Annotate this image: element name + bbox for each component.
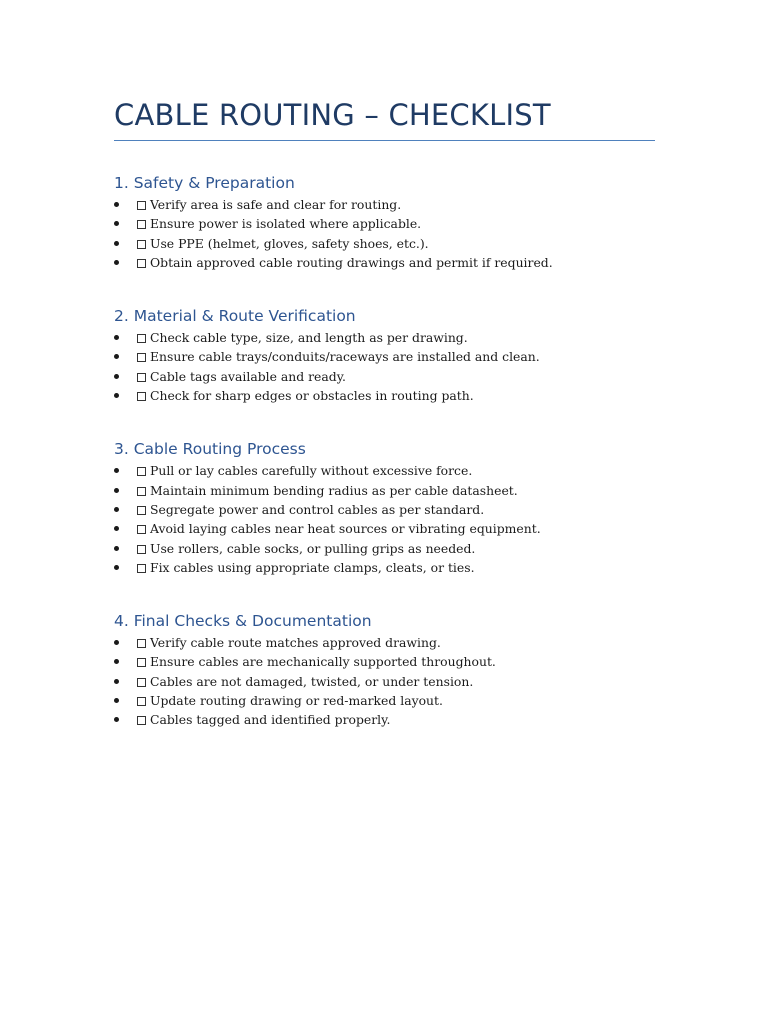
bullet-dot-icon xyxy=(114,679,119,684)
empty-checkbox-icon[interactable] xyxy=(137,487,146,496)
checklist-item xyxy=(114,195,655,214)
checklist xyxy=(114,328,655,405)
bullet-dot-icon xyxy=(114,698,119,703)
bullet-dot-icon xyxy=(114,241,119,246)
bullet-dot-icon xyxy=(114,260,119,265)
checklist-item xyxy=(114,691,655,710)
checklist-item-text: Use rollers, cable socks, or pulling grips as needed. xyxy=(150,540,476,556)
bullet-dot-icon xyxy=(114,374,119,379)
empty-checkbox-icon[interactable] xyxy=(137,658,146,667)
checklist-item xyxy=(114,481,655,500)
empty-checkbox-icon[interactable] xyxy=(137,467,146,476)
title-underline-rule xyxy=(114,140,655,141)
empty-checkbox-icon[interactable] xyxy=(137,697,146,706)
checklist xyxy=(114,461,655,577)
bullet-dot-icon xyxy=(114,393,119,398)
section-heading: 1. Safety & Preparation xyxy=(114,174,295,192)
section-final-checks-documentation xyxy=(114,610,655,729)
empty-checkbox-icon[interactable] xyxy=(137,525,146,534)
section-safety-preparation xyxy=(114,172,655,272)
checklist-item xyxy=(114,710,655,729)
checklist-item xyxy=(114,519,655,538)
empty-checkbox-icon[interactable] xyxy=(137,259,146,268)
bullet-dot-icon xyxy=(114,565,119,570)
bullet-dot-icon xyxy=(114,526,119,531)
checklist-item-text: Cable tags available and ready. xyxy=(150,368,346,384)
empty-checkbox-icon[interactable] xyxy=(137,240,146,249)
bullet-dot-icon xyxy=(114,488,119,493)
empty-checkbox-icon[interactable] xyxy=(137,373,146,382)
checklist-item xyxy=(114,347,655,366)
checklist-item-text: Pull or lay cables carefully without excessive force. xyxy=(150,463,473,479)
empty-checkbox-icon[interactable] xyxy=(137,564,146,573)
empty-checkbox-icon[interactable] xyxy=(137,334,146,343)
checklist-item xyxy=(114,558,655,577)
checklist-item xyxy=(114,500,655,519)
checklist-item xyxy=(114,367,655,386)
section-heading: 2. Material & Route Verification xyxy=(114,307,356,326)
bullet-dot-icon xyxy=(114,221,119,226)
checklist-item-text: Ensure cables are mechanically supported throughout. xyxy=(150,654,496,670)
checklist-item-text: Check cable type, size, and length as per drawing. xyxy=(150,330,468,346)
bullet-dot-icon xyxy=(114,507,119,512)
checklist-item-text: Cables are not damaged, twisted, or under tension. xyxy=(150,673,474,689)
checklist-item-text: Cables tagged and identified properly. xyxy=(150,712,391,728)
checklist-item xyxy=(114,253,655,272)
bullet-dot-icon xyxy=(114,354,119,359)
checklist-item xyxy=(114,633,655,652)
checklist-item xyxy=(114,234,655,253)
bullet-dot-icon xyxy=(114,640,119,645)
section-cable-routing-process xyxy=(114,438,655,577)
checklist-item xyxy=(114,328,655,347)
section-heading: 3. Cable Routing Process xyxy=(114,440,306,459)
bullet-dot-icon xyxy=(114,335,119,340)
empty-checkbox-icon[interactable] xyxy=(137,353,146,362)
checklist-item xyxy=(114,386,655,405)
empty-checkbox-icon[interactable] xyxy=(137,392,146,401)
checklist-item xyxy=(114,539,655,558)
checklist-item xyxy=(114,672,655,691)
checklist-item-text: Ensure power is isolated where applicable. xyxy=(150,216,422,232)
checklist-item-text: Maintain minimum bending radius as per cable datasheet. xyxy=(150,482,518,498)
checklist-item-text: Check for sharp edges or obstacles in routing path. xyxy=(150,388,474,404)
checklist xyxy=(114,195,655,272)
checklist-item-text: Obtain approved cable routing drawings and permit if required. xyxy=(150,254,553,270)
bullet-dot-icon xyxy=(114,717,119,722)
checklist-item-text: Use PPE (helmet, gloves, safety shoes, etc.). xyxy=(150,235,429,251)
checklist-item-text: Segregate power and control cables as per standard. xyxy=(150,501,485,517)
empty-checkbox-icon[interactable] xyxy=(137,201,146,210)
checklist-item-text: Verify area is safe and clear for routing. xyxy=(150,197,402,212)
empty-checkbox-icon[interactable] xyxy=(137,506,146,515)
bullet-dot-icon xyxy=(114,202,119,207)
empty-checkbox-icon[interactable] xyxy=(137,639,146,648)
empty-checkbox-icon[interactable] xyxy=(137,716,146,725)
empty-checkbox-icon[interactable] xyxy=(137,220,146,229)
checklist xyxy=(114,633,655,729)
checklist-item-text: Fix cables using appropriate clamps, cleats, or ties. xyxy=(150,559,475,575)
bullet-dot-icon xyxy=(114,468,119,473)
document-title: CABLE ROUTING – CHECKLIST xyxy=(114,98,551,132)
bullet-dot-icon xyxy=(114,546,119,551)
bullet-dot-icon xyxy=(114,659,119,664)
checklist-item xyxy=(114,652,655,671)
checklist-item xyxy=(114,461,655,480)
checklist-item xyxy=(114,214,655,233)
checklist-item-text: Avoid laying cables near heat sources or vibrating equipment. xyxy=(150,521,541,537)
section-heading: 4. Final Checks & Documentation xyxy=(114,612,372,631)
checklist-item-text: Update routing drawing or red-marked layout. xyxy=(150,693,443,709)
checklist-item-text: Verify cable route matches approved drawing. xyxy=(150,635,441,651)
checklist-item-text: Ensure cable trays/conduits/raceways are installed and clean. xyxy=(150,349,540,365)
section-material-route-verification xyxy=(114,305,655,405)
document-page xyxy=(114,96,655,730)
empty-checkbox-icon[interactable] xyxy=(137,545,146,554)
empty-checkbox-icon[interactable] xyxy=(137,678,146,687)
